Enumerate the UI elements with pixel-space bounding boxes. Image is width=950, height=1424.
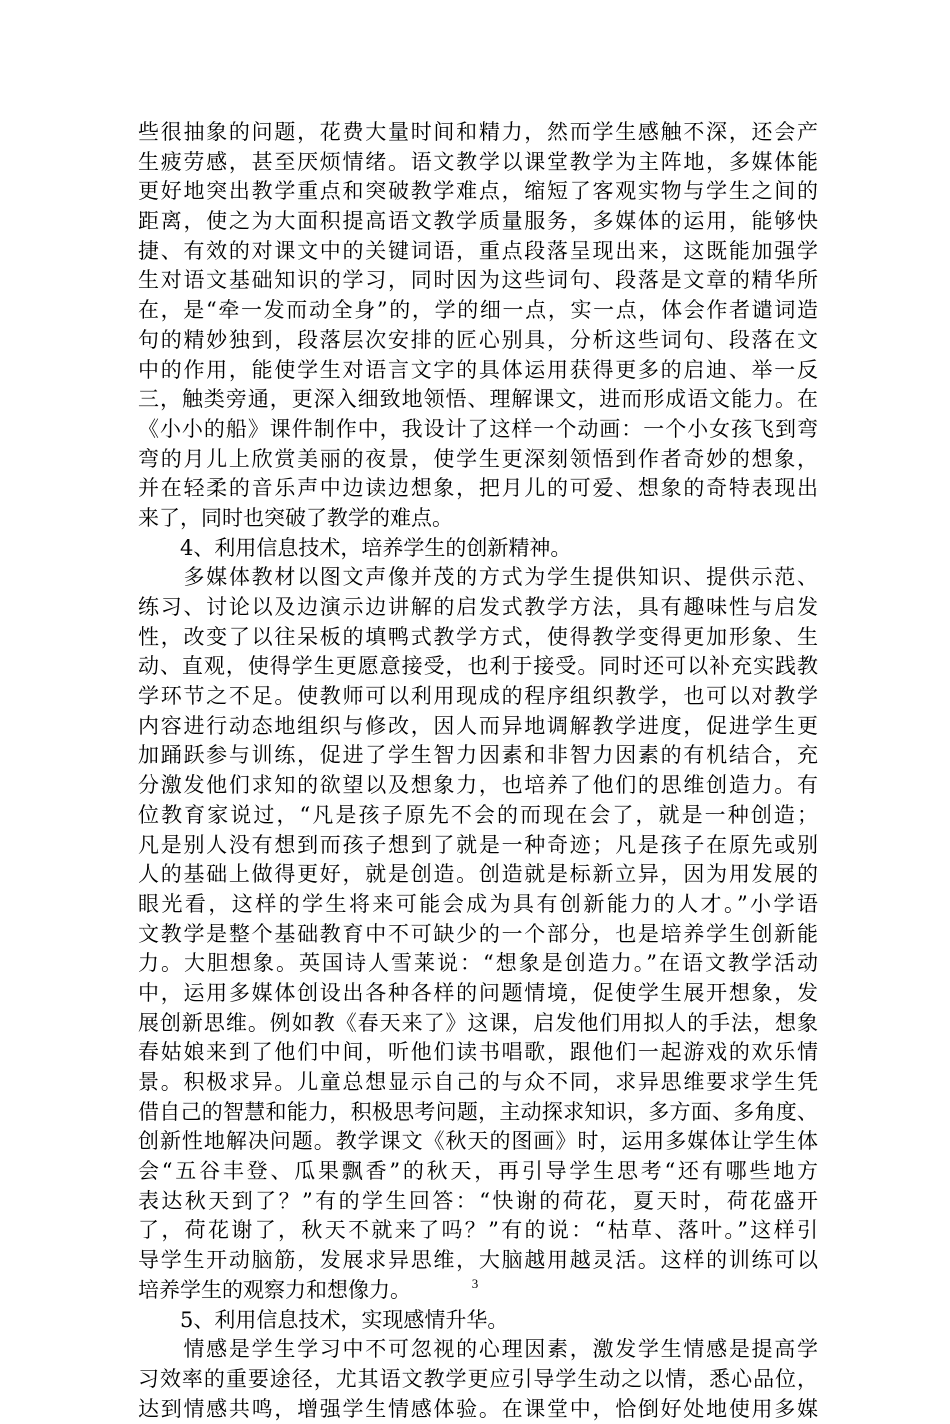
text-line: 动、直观，使得学生更愿意接受，也利于接受。同时还可以补充实践教	[138, 654, 818, 679]
text-line: 导学生开动脑筋，发展求异思维，大脑越用越灵活。这样的训练可以	[138, 1248, 818, 1273]
text-line: 文教学是整个基础教育中不可缺少的一个部分，也是培养学生创新能	[138, 921, 818, 946]
text-line: 性，改变了以往呆板的填鸭式教学方式，使得教学变得更加形象、生	[138, 624, 818, 649]
text-line: 距离，使之为大面积提高语文教学质量服务，多媒体的运用，能够快	[138, 209, 818, 234]
text-line: 并在轻柔的音乐声中边读边想象，把月儿的可爱、想象的奇特表现出	[138, 476, 818, 501]
section-heading: 4、利用信息技术，培养学生的创新精神。	[138, 535, 572, 560]
text-line: 眼光看，这样的学生将来可能会成为具有创新能力的人才。”小学语	[138, 891, 818, 916]
text-line: 捷、有效的对课文中的关键词语，重点段落呈现出来，这既能加强学	[138, 238, 818, 263]
text-line: 加踊跃参与训练，促进了学生智力因素和非智力因素的有机结合，充	[138, 743, 818, 768]
text-line: 句的精妙独到，段落层次安排的匠心别具，分析这些词句、段落在文	[138, 327, 818, 352]
text-line: 了，荷花谢了，秋天不就来了吗？”有的说：“枯草、落叶。”这样引	[138, 1218, 818, 1243]
text-line: 中的作用，能使学生对语言文字的具体运用获得更多的启迪、举一反	[138, 357, 818, 382]
text-line: 培养学生的观察力和想像力。	[138, 1277, 411, 1302]
text-line: 会“五谷丰登、瓜果飘香”的秋天，再引导学生思考“还有哪些地方	[138, 1159, 818, 1184]
text-line: 位教育家说过，“凡是孩子原先不会的而现在会了，就是一种创造；	[138, 802, 818, 827]
text-line: 力。大胆想象。英国诗人雪莱说：“想象是创造力。”在语文教学活动	[138, 951, 818, 976]
text-line: 春姑娘来到了他们中间，听他们读书唱歌，跟他们一起游戏的欢乐情	[138, 1040, 818, 1065]
text-line: 多媒体教材以图文声像并茂的方式为学生提供知识、提供示范、	[138, 565, 818, 590]
text-line: 来了，同时也突破了教学的难点。	[138, 505, 453, 530]
text-line: 些很抽象的问题，花费大量时间和精力，然而学生感触不深，还会产	[138, 120, 818, 144]
text-line: 情感是学生学习中不可忽视的心理因素，激发学生情感是提高学	[138, 1337, 818, 1362]
text-line: 分激发他们求知的欲望以及想象力，也培养了他们的思维创造力。有	[138, 773, 818, 798]
text-line: 《小小的船》课件制作中，我设计了这样一个动画：一个小女孩飞到弯	[138, 416, 818, 441]
text-line: 学环节之不足。使教师可以利用现成的程序组织教学，也可以对教学	[138, 684, 818, 709]
page-number: 3	[471, 1276, 479, 1291]
text-line: 习效率的重要途径，尤其语文教学更应引导学生动之以情，悉心品位，	[138, 1366, 818, 1391]
text-line: 借自己的智慧和能力，积极思考问题，主动探求知识，多方面、多角度、	[138, 1099, 818, 1124]
text-line: 在，是“牵一发而动全身”的，学的细一点，实一点，体会作者谴词造	[138, 298, 818, 323]
text-line: 人的基础上做得更好，就是创造。创造就是标新立异，因为用发展的	[138, 862, 818, 887]
text-line: 生疲劳感，甚至厌烦情绪。语文教学以课堂教学为主阵地，多媒体能	[138, 149, 818, 174]
text-line: 弯的月儿上欣赏美丽的夜景，使学生更深刻领悟到作者奇妙的想象，	[138, 446, 818, 471]
text-line: 展创新思维。例如教《春天来了》这课，启发他们用拟人的手法，想象	[138, 1010, 818, 1035]
text-line: 创新性地解决问题。教学课文《秋天的图画》时，运用多媒体让学生体	[138, 1129, 818, 1154]
text-line: 中，运用多媒体创设出各种各样的问题情境，促使学生展开想象，发	[138, 980, 818, 1005]
text-line: 内容进行动态地组织与修改，因人而异地调解教学进度，促进学生更	[138, 713, 818, 738]
text-line: 更好地突出教学重点和突破教学难点，缩短了客观实物与学生之间的	[138, 179, 818, 204]
body-text	[138, 118, 818, 1424]
text-line: 凡是别人没有想到而孩子想到了就是一种奇迹；凡是孩子在原先或别	[138, 832, 818, 857]
text-line: 练习、讨论以及边演示边讲解的启发式教学方法，具有趣味性与启发	[138, 595, 818, 619]
text-line: 生对语文基础知识的学习，同时因为这些词句、段落是文章的精华所	[138, 268, 818, 293]
text-line: 景。积极求异。儿童总想显示自己的与众不同，求异思维要求学生凭	[138, 1070, 818, 1094]
text-line: 三，触类旁通，更深入细致地领悟、理解课文，进而形成语文能力。在	[138, 387, 818, 412]
text-line: 达到情感共鸣，增强学生情感体验。在课堂中，恰倒好处地使用多媒	[138, 1396, 818, 1421]
text-line: 表达秋天到了？”有的学生回答：“快谢的荷花，夏天时，荷花盛开	[138, 1188, 818, 1213]
section-heading: 5、利用信息技术，实现感情升华。	[138, 1307, 509, 1332]
